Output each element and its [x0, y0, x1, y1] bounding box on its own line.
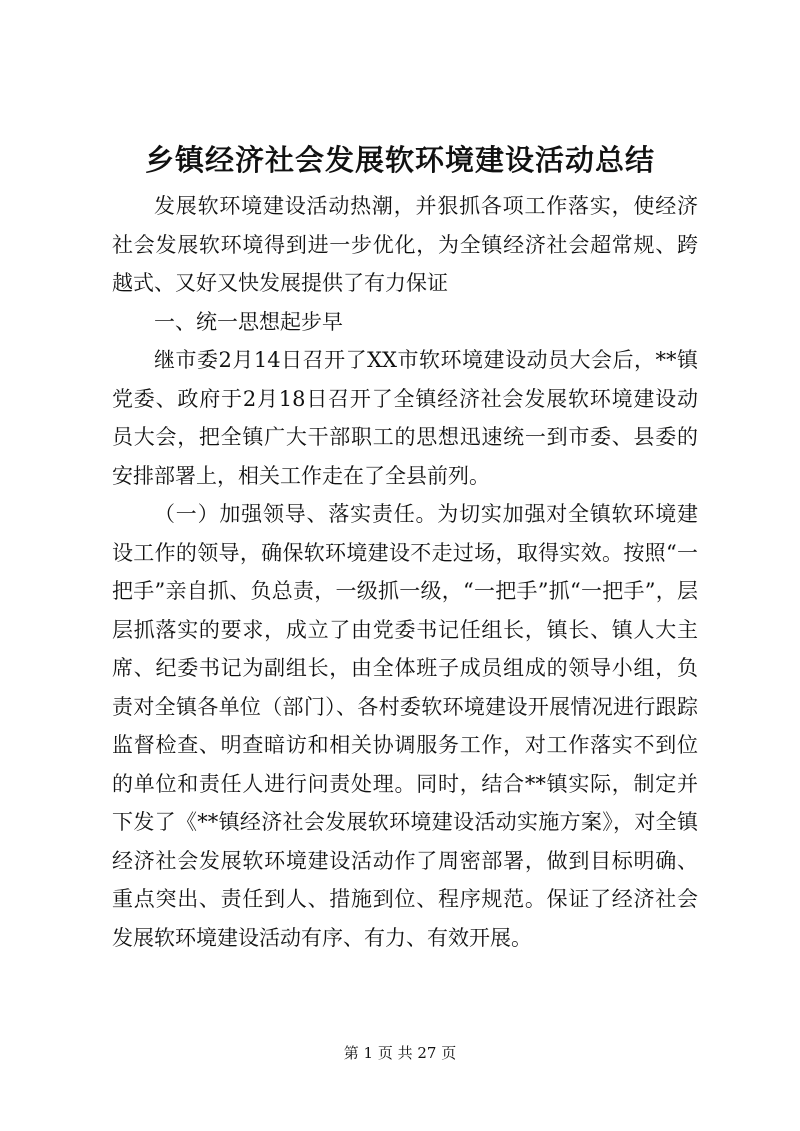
paragraph-intro: 发展软环境建设活动热潮，并狠抓各项工作落实，使经济社会发展软环境得到进一步优化，为全镇经济社会超常规、跨越式、又好又快发展提供了有力保证: [112, 194, 698, 295]
document-title: 乡镇经济社会发展软环境建设活动总结: [144, 143, 655, 177]
section-heading-1: 一、统一思想起步早: [154, 309, 343, 334]
document-body: [112, 187, 698, 957]
paragraph-section-1: 继市委2月14日召开了XX市软环境建设动员大会后，**镇党委、政府于2月18日召开了全镇经济社会发展软环境建设动员大会，把全镇广大干部职工的思想迅速统一到市委、县委的安排部署上，相关工作走在了全县前列。: [112, 348, 698, 488]
page-number-footer: 第 1 页 共 27 页: [343, 1044, 457, 1062]
paragraph-subsection-1: （一）加强领导、落实责任。为切实加强对全镇软环境建设工作的领导，确保软环境建设不走过场，取得实效。按照“一把手”亲自抓、负总责，一级抓一级，“一把手”抓“一把手”，层层抓落实的要求，成立了由党委书记任组长，镇长、镇人大主席、纪委书记为副组长，由全体班子成员组成的领导小组，负责对全镇各单位（部门）、各村委软环境建设开展情况进行跟踪监督检查、明查暗访和相关协调服务工作，对工作落实不到位的单位和责任人进行问责处理。同时，结合**镇实际，制定并下发了《**镇经济社会发展软环境建设活动实施方案》，对全镇经济社会发展软环境建设活动作了周密部署，做到目标明确、重点突出、责任到人、措施到位、程序规范。保证了经济社会发展软环境建设活动有序、有力、有效开展。: [112, 502, 698, 950]
